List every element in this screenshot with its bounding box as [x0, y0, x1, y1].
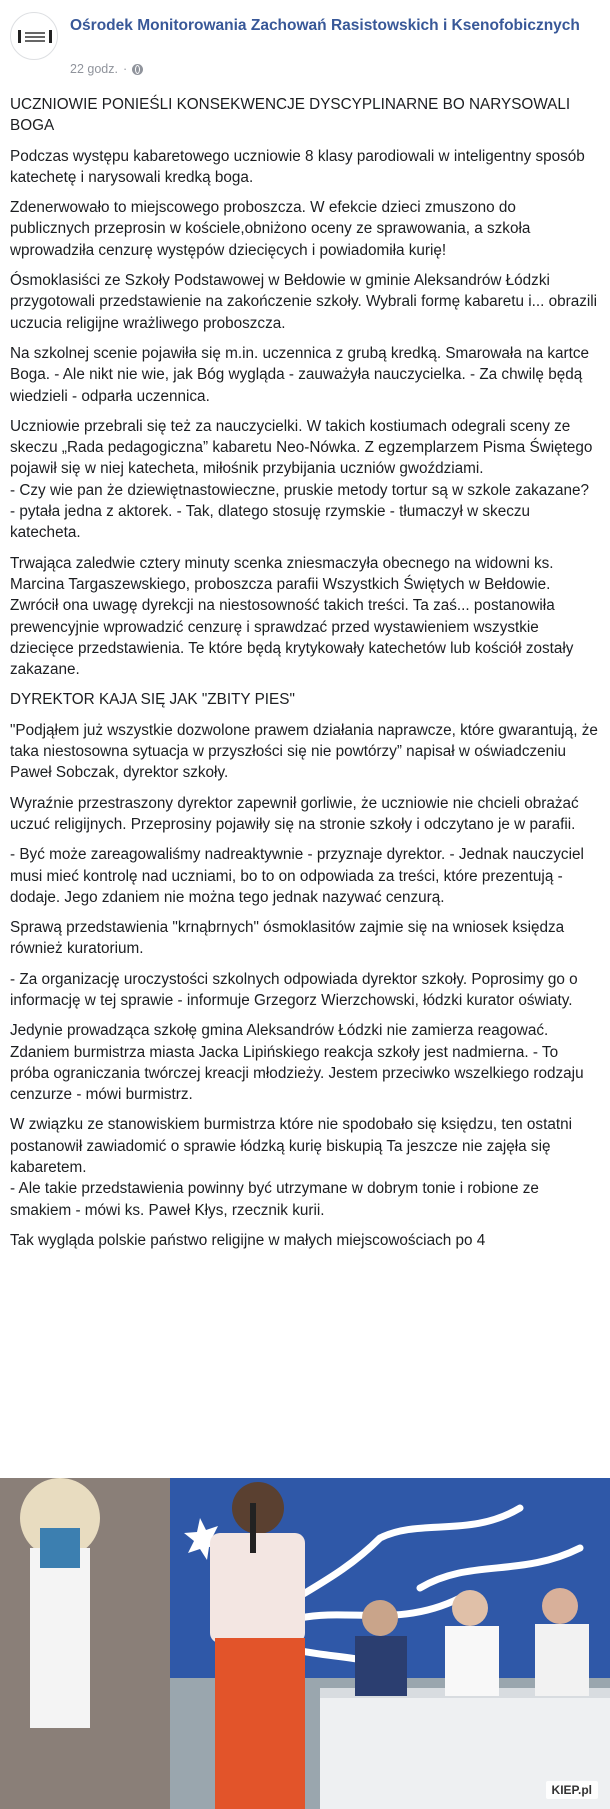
- post-paragraph: - Czy wie pan że dziewiętnastowieczne, pruskie metody tortur są w szkole zakazane? - pytała jedna z aktorek. - Tak, dlatego stosuję rzymskie - tłumaczył w skeczu katecheta.: [10, 481, 589, 542]
- post-header: [0, 0, 610, 84]
- post-paragraph: Sprawą przedstawienia "krnąbrnych" ósmoklasitów zajmie się na wniosek księdza również kuratorium.: [10, 919, 565, 958]
- post-paragraph: Ósmoklasiści ze Szkoły Podstawowej w Bełdowie w gminie Aleksandrów Łódzki przygotowali przedstawienie na zakończenie szkoły. Wybrali formę kabaretu i... obrazili uczucia religijne wrażliwego proboszcza.: [10, 272, 598, 332]
- post-paragraph: Podczas występu kabaretowego uczniowie 8 klasy parodiowali w inteligentny sposób katechetę i narysowali kredką boga.: [10, 147, 585, 186]
- post-paragraph: Uczniowie przebrali się też za nauczycielki. W takich kostiumach odegrali sceny ze skeczu „Rada pedagogiczna” kabaretu Neo-Nówka. Z egzemplarzem Pisma Świętego pojawił się w niej katecheta, miłośnik przybijania uczniów gwoździami.: [10, 417, 593, 478]
- meta-separator: ·: [122, 62, 128, 76]
- stage-scene-illustration: [0, 1478, 610, 1809]
- page-avatar[interactable]: [10, 12, 58, 60]
- post-photo[interactable]: [0, 1478, 610, 1809]
- post-paragraph: W związku ze stanowiskiem burmistrza które nie spodobało się księdzu, ten ostatni postanowił zawiadomić o sprawie łódzką kurię biskupią Ta jeszcze nie zajęła się kabaretem.: [10, 1116, 572, 1177]
- post-paragraph: Na szkolnej scenie pojawiła się m.in. uczennica z grubą kredką. Smarowała na kartce Boga. - Ale nikt nie wie, jak Bóg wygląda - zauważyła nauczycielka. - Za chwilę będą wiedzieli - odparła uczennica.: [10, 344, 590, 405]
- logo-icon: [18, 30, 52, 43]
- post-paragraph: Zdenerwowało to miejscowego proboszcza. W efekcie dzieci zmuszono do publicznych przeprosin w kościele,obniżono oceny ze sprawowania, a szkoła wprowadziła cenzurę występów dziecięcych i powiadomiła kurię!: [10, 199, 531, 259]
- post-paragraph: Wyraźnie przestraszony dyrektor zapewnił gorliwie, że uczniowie nie chcieli obrażać uczuć religijnych. Przeprosiny pojawiły się na stronie szkoły i odczytano je w parafii.: [10, 794, 579, 833]
- post-timestamp[interactable]: 22 godz.: [70, 62, 118, 76]
- post-paragraph: "Podjąłem już wszystkie dozwolone prawem działania naprawcze, które gwarantują, że taka niestosowna sytuacja w przyszłości się nie powtórzy” napisał w oświadczeniu Paweł Sobczak, dyrektor szkoły.: [10, 721, 598, 782]
- globe-icon[interactable]: [132, 64, 143, 75]
- post-headline: UCZNIOWIE PONIEŚLI KONSEKWENCJE DYSCYPLINARNE BO NARYSOWALI BOGA: [10, 96, 571, 135]
- page-name-link[interactable]: Ośrodek Monitorowania Zachowań Rasistowskich i Ksenofobicznych: [70, 17, 580, 34]
- post-paragraph: Trwająca zaledwie cztery minuty scenka zniesmaczyła obecnego na widowni ks. Marcina Targaszewskiego, proboszcza parafii Wszystkich Świętych w Bełdowie. Zwrócił ona uwagę dyrekcji na niestosowność takich treści. Ta zaś... postanowiła prewencyjnie wprowadzić cenzurę i sprawdzać przed wystawieniem wszystkie dziecięce przedstawienia. Te które będą krytykowały katechetów lub kościół zostały zakazane.: [10, 554, 574, 679]
- site-watermark: KIEP.pl: [546, 1781, 598, 1799]
- post-meta: [70, 62, 143, 76]
- post-paragraph: - Za organizację uroczystości szkolnych odpowiada dyrektor szkoły. Poprosimy go o informację w tej sprawie - informuje Grzegorz Wierzchowski, łódzki kurator oświaty.: [10, 970, 578, 1009]
- post-subheadline: DYREKTOR KAJA SIĘ JAK "ZBITY PIES": [10, 691, 295, 709]
- post-paragraph: - Być może zareagowaliśmy nadreaktywnie - przyznaje dyrektor. - Jednak nauczyciel musi mieć kontrolę nad uczniami, bo to on odpowiada za treści, które prezentują - dodaje. Jego zdaniem nie można tego jednak nazywać cenzurą.: [10, 846, 584, 906]
- post-paragraph: Tak wygląda polskie państwo religijne w małych miejscowościach po 4: [10, 1231, 486, 1249]
- post-paragraph: Jedynie prowadząca szkołę gmina Aleksandrów Łódzki nie zamierza reagować. Zdaniem burmistrza miasta Jacka Lipińskiego reakcja szkoły jest nadmierna. - To próba ograniczania twórczej kreacji młodzieży. Jestem przeciwko wszelkiego rodzaju cenzurze - mówi burmistrz.: [10, 1022, 584, 1104]
- post-paragraph: - Ale takie przedstawienia powinny być utrzymane w dobrym tonie i robione ze smakiem - mówi ks. Paweł Kłys, rzecznik kurii.: [10, 1180, 539, 1219]
- post-body: [10, 94, 598, 1260]
